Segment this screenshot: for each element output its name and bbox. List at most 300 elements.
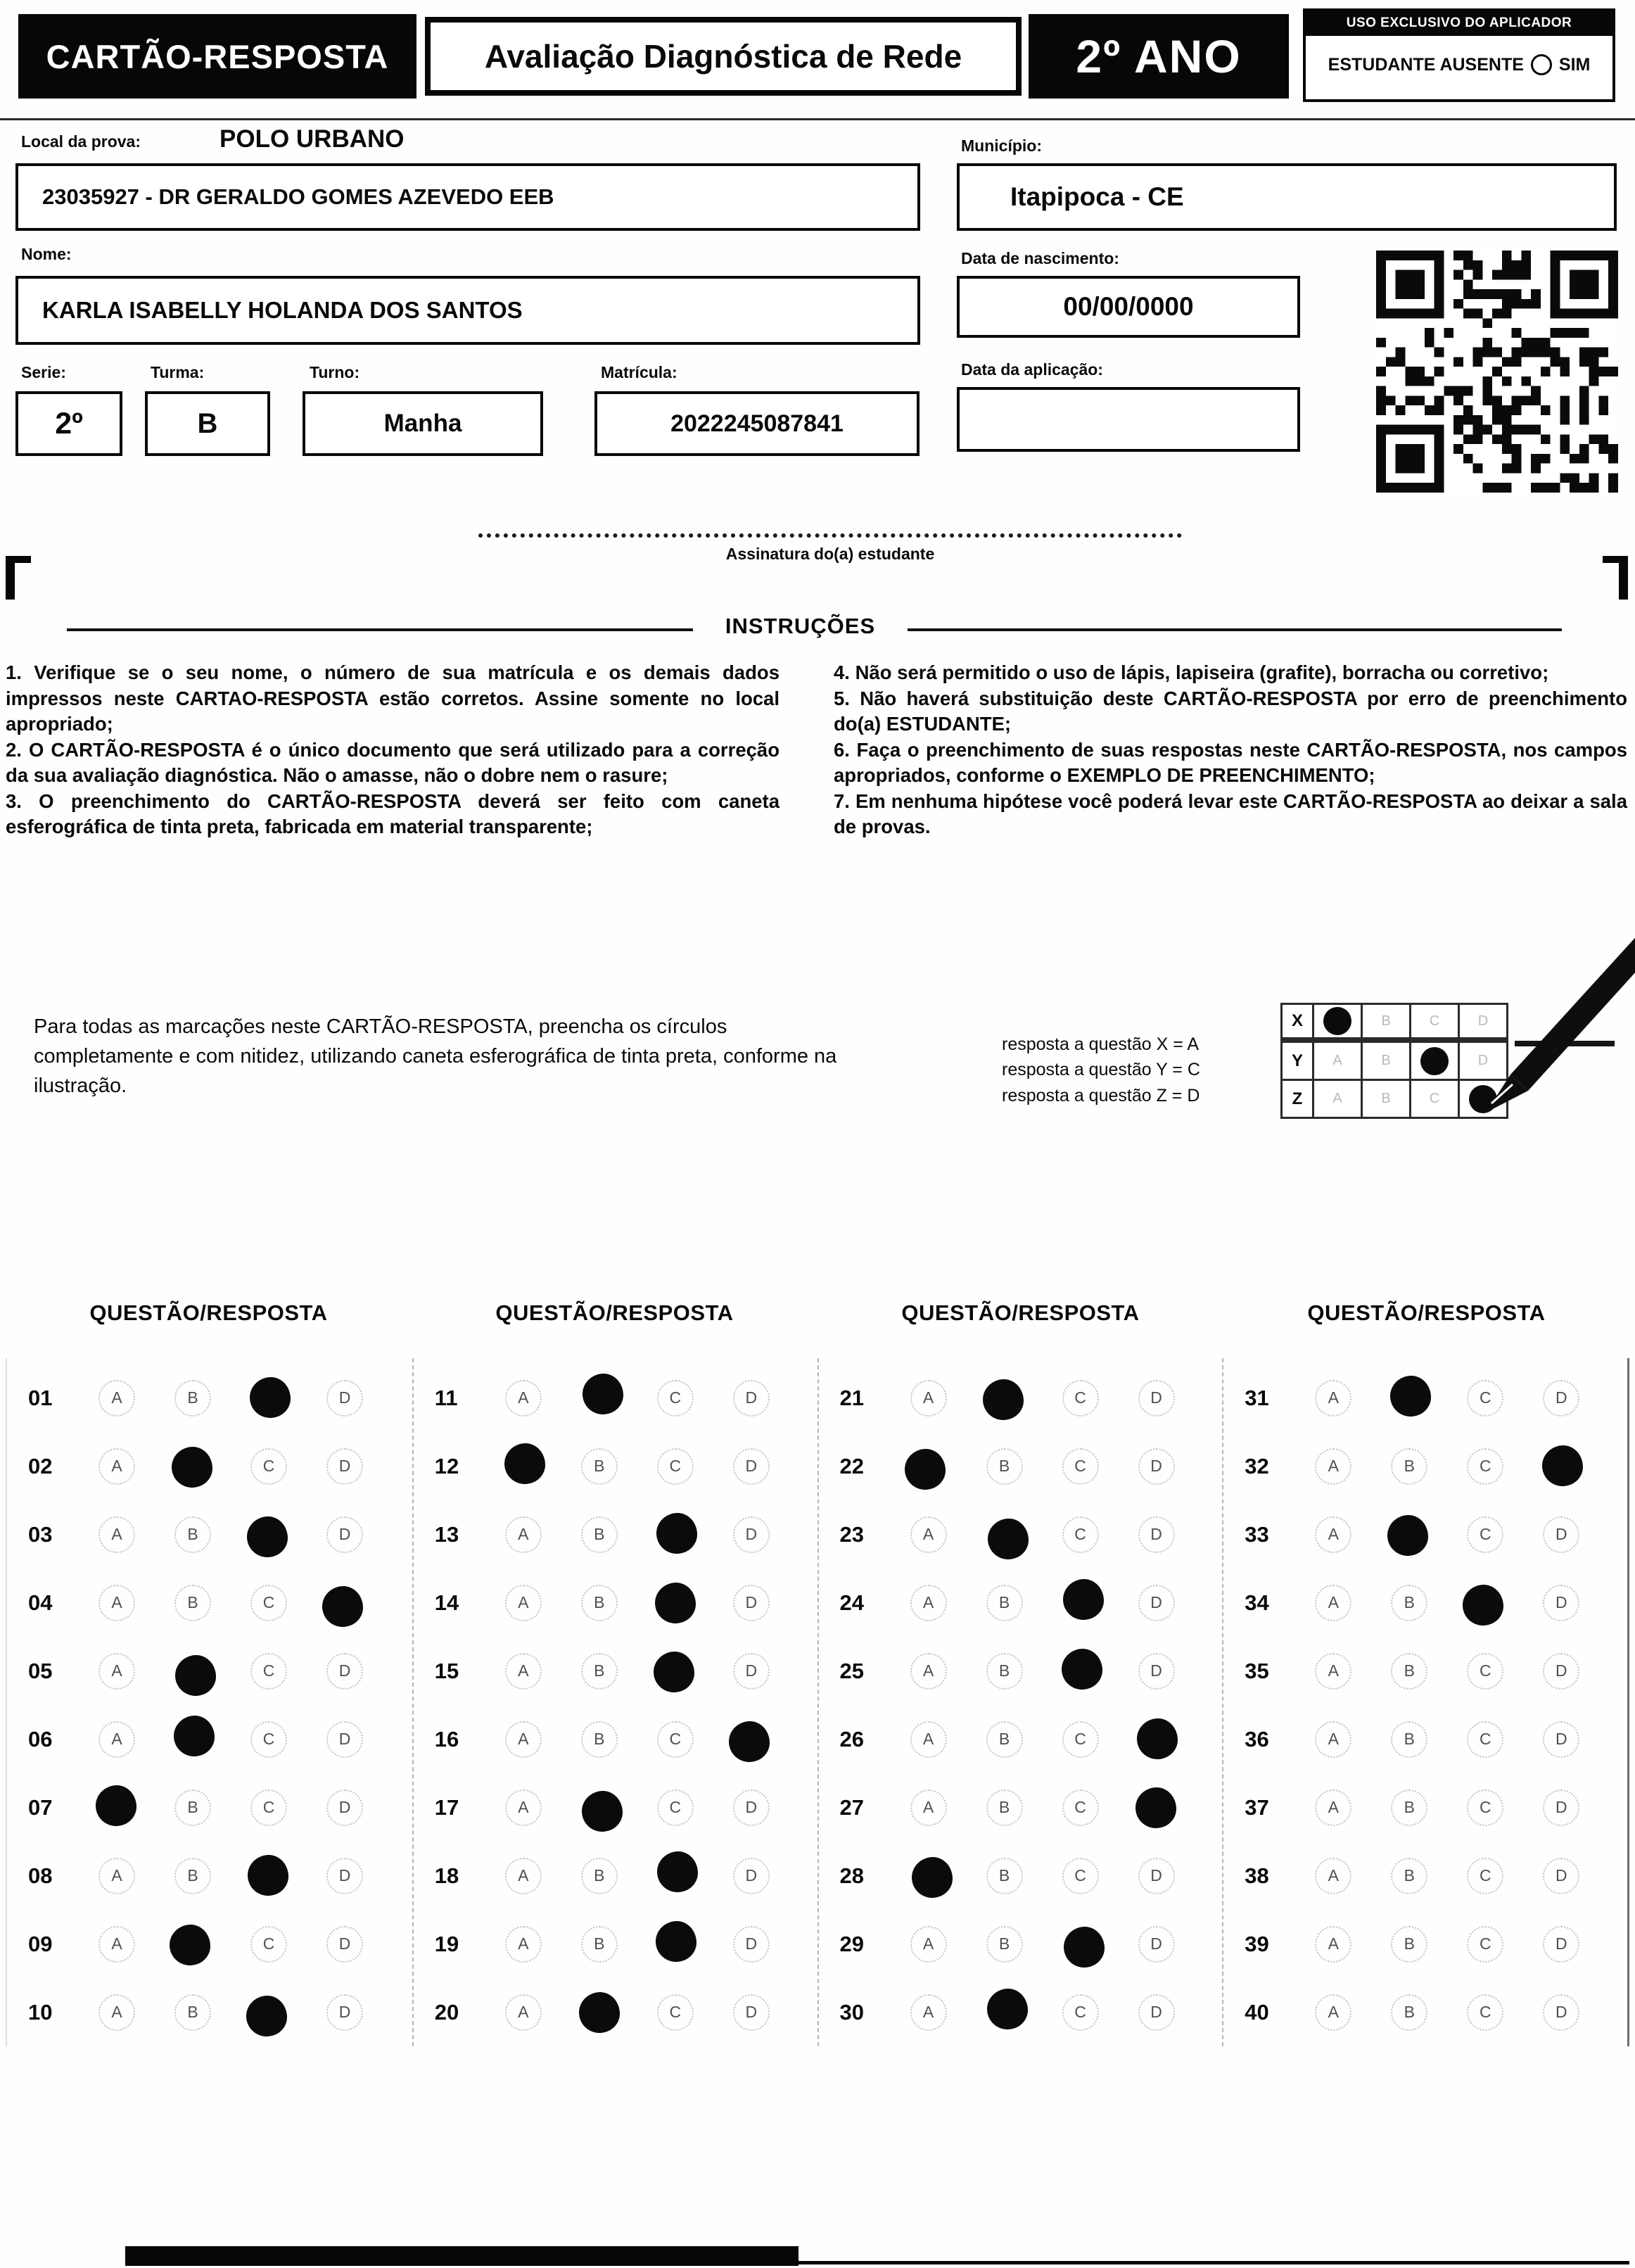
bubble-15-B[interactable]: B <box>581 1653 618 1690</box>
local-value: POLO URBANO <box>220 125 405 153</box>
bubble-cell-34-A <box>1295 1585 1371 1621</box>
bubble-03-C[interactable] <box>247 1516 288 1557</box>
bubble-27-B[interactable]: B <box>986 1789 1023 1826</box>
bubble-cell-16-A <box>485 1721 561 1758</box>
bubble-08-A[interactable]: A <box>98 1858 135 1894</box>
example-cell-Y-D: D <box>1458 1041 1508 1081</box>
question-row-39 <box>1223 1910 1627 1978</box>
bubble-32-D[interactable] <box>1542 1445 1583 1486</box>
absent-bubble[interactable] <box>1531 54 1552 75</box>
bubble-15-D[interactable]: D <box>733 1653 770 1690</box>
bubble-cell-17-D <box>713 1789 789 1826</box>
bubble-23-A[interactable]: A <box>910 1516 947 1553</box>
bubble-29-C[interactable] <box>1064 1927 1105 1968</box>
aplicacao-field <box>957 387 1300 452</box>
bubble-39-A[interactable]: A <box>1315 1926 1351 1963</box>
bubble-cell-27-C <box>1043 1789 1119 1826</box>
bubble-15-C[interactable] <box>654 1652 694 1692</box>
bubble-05-A[interactable]: A <box>98 1653 135 1690</box>
bubble-cell-17-C <box>637 1789 713 1826</box>
bubble-cell-26-B <box>967 1721 1043 1758</box>
bubble-cell-28-C <box>1043 1858 1119 1894</box>
bubble-cell-38-B <box>1371 1858 1447 1894</box>
bubble-cell-31-D <box>1523 1380 1599 1417</box>
bubble-18-B[interactable]: B <box>581 1858 618 1894</box>
turno-field: Manha <box>303 391 543 456</box>
example-cell-Z-D <box>1458 1079 1508 1119</box>
bubble-37-A[interactable]: A <box>1315 1789 1351 1826</box>
bubble-14-A[interactable]: A <box>505 1585 542 1621</box>
bubble-cell-28-B <box>967 1858 1043 1894</box>
column-header-3: QUESTÃO/RESPOSTA <box>901 1300 1140 1325</box>
bubble-23-C[interactable]: C <box>1062 1516 1099 1553</box>
bubble-34-A[interactable]: A <box>1315 1585 1351 1621</box>
bubble-14-B[interactable]: B <box>581 1585 618 1621</box>
bubble-13-D[interactable]: D <box>733 1516 770 1553</box>
bubble-26-C[interactable]: C <box>1062 1721 1099 1758</box>
bubble-08-C[interactable] <box>248 1855 288 1896</box>
example-cell-Y-B: B <box>1361 1041 1411 1081</box>
bubble-cell-26-A <box>891 1721 967 1758</box>
bubble-cell-21-C <box>1043 1380 1119 1417</box>
bubble-39-C[interactable]: C <box>1467 1926 1503 1963</box>
bubble-cell-10-D <box>307 1994 383 2031</box>
bubble-02-B[interactable] <box>172 1447 212 1488</box>
bubble-18-C[interactable] <box>657 1851 698 1892</box>
bubble-cell-11-C <box>637 1380 713 1417</box>
bubble-10-D[interactable]: D <box>326 1994 363 2031</box>
bubble-cell-19-B <box>561 1926 637 1963</box>
bubble-01-B[interactable]: B <box>174 1380 211 1417</box>
bubble-cell-02-C <box>231 1448 307 1485</box>
bubble-cell-21-B <box>967 1378 1043 1419</box>
question-row-14 <box>414 1569 818 1637</box>
bubble-19-B[interactable]: B <box>581 1926 618 1963</box>
bubble-27-C[interactable]: C <box>1062 1789 1099 1826</box>
bubble-cell-38-C <box>1447 1858 1523 1894</box>
aplicacao-label: Data da aplicação: <box>961 360 1103 379</box>
turma-field: B <box>145 391 270 456</box>
bubble-06-A[interactable]: A <box>98 1721 135 1758</box>
bubble-16-D[interactable] <box>729 1721 770 1762</box>
applicator-box <box>1303 8 1615 102</box>
question-row-40 <box>1223 1978 1627 2046</box>
bubble-cell-31-B <box>1371 1378 1447 1419</box>
bubble-38-C[interactable]: C <box>1467 1858 1503 1894</box>
bubble-11-A[interactable]: A <box>505 1380 542 1417</box>
bubble-33-B[interactable] <box>1387 1515 1428 1556</box>
bubble-35-C[interactable]: C <box>1467 1653 1503 1690</box>
bubble-10-B[interactable]: B <box>174 1994 211 2031</box>
bubble-cell-40-A <box>1295 1994 1371 2031</box>
question-row-28 <box>819 1842 1223 1910</box>
bubble-cell-12-A <box>485 1446 561 1487</box>
question-number-05: 05 <box>28 1658 53 1683</box>
bubble-22-C[interactable]: C <box>1062 1448 1099 1485</box>
local-label: Local da prova: <box>21 132 141 151</box>
bubble-35-A[interactable]: A <box>1315 1653 1351 1690</box>
bubble-26-B[interactable]: B <box>986 1721 1023 1758</box>
bubble-cell-10-B <box>155 1994 231 2031</box>
bubble-cell-03-C <box>231 1514 307 1555</box>
question-number-03: 03 <box>28 1521 53 1547</box>
bubble-12-C[interactable]: C <box>657 1448 694 1485</box>
bubble-31-A[interactable]: A <box>1315 1380 1351 1417</box>
question-row-11 <box>414 1364 818 1432</box>
example-cell-Z-C: C <box>1409 1079 1460 1119</box>
turma-label: Turma: <box>151 363 205 381</box>
instruction-item-2: 2. O CARTÃO-RESPOSTA é o único documento que será utilizado para a correção da sua avaliação diagnóstica. Não o amasse, não o dobre nem o rasure; <box>6 738 780 787</box>
bubble-cell-09-C <box>231 1926 307 1963</box>
bubble-23-D[interactable]: D <box>1138 1516 1175 1553</box>
bubble-cell-34-C <box>1447 1583 1523 1623</box>
question-number-39: 39 <box>1245 1931 1269 1956</box>
bubble-36-A[interactable]: A <box>1315 1721 1351 1758</box>
nome-label: Nome: <box>21 245 72 263</box>
bubble-32-C[interactable]: C <box>1467 1448 1503 1485</box>
bubble-02-A[interactable]: A <box>98 1448 135 1485</box>
example-cell-X-A <box>1312 1003 1363 1043</box>
question-number-14: 14 <box>434 1590 459 1615</box>
bubble-29-A[interactable]: A <box>910 1926 947 1963</box>
question-number-36: 36 <box>1245 1726 1269 1751</box>
bubble-08-D[interactable]: D <box>326 1858 363 1894</box>
bubble-24-B[interactable]: B <box>986 1585 1023 1621</box>
bubble-30-D[interactable]: D <box>1138 1994 1175 2031</box>
bubble-cell-29-A <box>891 1926 967 1963</box>
bubble-cell-15-B <box>561 1653 637 1690</box>
serie-field: 2º <box>15 391 122 456</box>
bubble-14-D[interactable]: D <box>733 1585 770 1621</box>
bubble-37-D[interactable]: D <box>1543 1789 1579 1826</box>
bubble-02-C[interactable]: C <box>250 1448 287 1485</box>
bubble-25-B[interactable]: B <box>986 1653 1023 1690</box>
bubble-cell-32-A <box>1295 1448 1371 1485</box>
bubble-36-D[interactable]: D <box>1543 1721 1579 1758</box>
question-number-24: 24 <box>839 1590 864 1615</box>
bubble-36-C[interactable]: C <box>1467 1721 1503 1758</box>
bubble-39-D[interactable]: D <box>1543 1926 1579 1963</box>
bubble-cell-19-A <box>485 1926 561 1963</box>
bubble-03-D[interactable]: D <box>326 1516 363 1553</box>
bubble-24-C[interactable] <box>1063 1579 1104 1620</box>
bubble-19-D[interactable]: D <box>733 1926 770 1963</box>
bubble-20-D[interactable]: D <box>733 1994 770 2031</box>
bubble-cell-20-C <box>637 1994 713 2031</box>
bubble-05-D[interactable]: D <box>326 1653 363 1690</box>
example-cell-X-B: B <box>1361 1003 1411 1043</box>
bubble-27-D[interactable] <box>1135 1787 1176 1828</box>
bubble-01-D[interactable]: D <box>326 1380 363 1417</box>
bubble-27-A[interactable]: A <box>910 1789 947 1826</box>
bubble-21-D[interactable]: D <box>1138 1380 1175 1417</box>
bubble-29-D[interactable]: D <box>1138 1926 1175 1963</box>
question-number-10: 10 <box>28 1999 53 2025</box>
bubble-20-B[interactable] <box>579 1992 620 2033</box>
bubble-40-D[interactable]: D <box>1543 1994 1579 2031</box>
question-number-37: 37 <box>1245 1794 1269 1820</box>
bubble-cell-07-B <box>155 1789 231 1826</box>
bubble-06-D[interactable]: D <box>326 1721 363 1758</box>
bubble-08-B[interactable]: B <box>174 1858 211 1894</box>
bubble-39-B[interactable]: B <box>1391 1926 1427 1963</box>
bubble-cell-18-B <box>561 1858 637 1894</box>
bubble-01-C[interactable] <box>250 1377 291 1418</box>
bubble-40-C[interactable]: C <box>1467 1994 1503 2031</box>
bubble-07-A[interactable] <box>96 1785 136 1826</box>
bubble-31-C[interactable]: C <box>1467 1380 1503 1417</box>
signature-line <box>478 533 1182 538</box>
bubble-11-C[interactable]: C <box>657 1380 694 1417</box>
bubble-35-D[interactable]: D <box>1543 1653 1579 1690</box>
instruction-item-6: 6. Faça o preenchimento de suas respostas neste CARTÃO-RESPOSTA, nos campos apropriados, conforme o EXEMPLO DE PREENCHIMENTO; <box>834 738 1627 787</box>
bubble-22-A[interactable] <box>905 1449 946 1490</box>
qr-code <box>1376 251 1618 493</box>
bubble-cell-15-C <box>637 1651 713 1692</box>
example-legend-z: resposta a questão Z = D <box>1002 1085 1200 1106</box>
bubble-cell-32-D <box>1523 1446 1599 1487</box>
question-number-35: 35 <box>1245 1658 1269 1683</box>
bubble-18-A[interactable]: A <box>505 1858 542 1894</box>
bubble-cell-02-D <box>307 1448 383 1485</box>
bubble-cell-20-D <box>713 1994 789 2031</box>
bubble-04-C[interactable]: C <box>250 1585 287 1621</box>
bubble-35-B[interactable]: B <box>1391 1653 1427 1690</box>
bubble-28-A[interactable] <box>912 1857 953 1898</box>
bubble-10-C[interactable] <box>246 1996 287 2036</box>
bubble-cell-25-D <box>1119 1653 1195 1690</box>
bubble-16-A[interactable]: A <box>505 1721 542 1758</box>
bubble-cell-22-B <box>967 1448 1043 1485</box>
bubble-23-B[interactable] <box>988 1519 1029 1559</box>
bubble-09-C[interactable]: C <box>250 1926 287 1963</box>
bubble-34-D[interactable]: D <box>1543 1585 1579 1621</box>
bubble-24-A[interactable]: A <box>910 1585 947 1621</box>
bubble-cell-23-C <box>1043 1516 1119 1553</box>
bubble-cell-22-A <box>891 1446 967 1487</box>
bubble-cell-30-A <box>891 1994 967 2031</box>
question-row-21 <box>819 1364 1223 1432</box>
bubble-cell-17-B <box>561 1787 637 1828</box>
question-row-15 <box>414 1637 818 1705</box>
bubble-cell-04-B <box>155 1585 231 1621</box>
bubble-26-D[interactable] <box>1137 1718 1178 1759</box>
bubble-06-B[interactable] <box>174 1716 215 1756</box>
bubble-18-D[interactable]: D <box>733 1858 770 1894</box>
bubble-03-A[interactable]: A <box>98 1516 135 1553</box>
bubble-28-B[interactable]: B <box>986 1858 1023 1894</box>
bubble-14-C[interactable] <box>655 1583 696 1623</box>
instructions-title: INSTRUÇÕES <box>725 614 876 638</box>
column-header-4: QUESTÃO/RESPOSTA <box>1307 1300 1546 1325</box>
bubble-cell-33-B <box>1371 1514 1447 1555</box>
bubble-cell-40-C <box>1447 1994 1523 2031</box>
bubble-05-B[interactable] <box>175 1655 216 1696</box>
bubble-20-A[interactable]: A <box>505 1994 542 2031</box>
bubble-33-A[interactable]: A <box>1315 1516 1351 1553</box>
bubble-cell-10-A <box>79 1994 155 2031</box>
bubble-37-C[interactable]: C <box>1467 1789 1503 1826</box>
bubble-cell-32-B <box>1371 1448 1447 1485</box>
bubble-40-A[interactable]: A <box>1315 1994 1351 2031</box>
bubble-cell-13-C <box>637 1514 713 1555</box>
question-row-09 <box>7 1910 412 1978</box>
bubble-cell-18-D <box>713 1858 789 1894</box>
question-row-38 <box>1223 1842 1627 1910</box>
bubble-04-B[interactable]: B <box>174 1585 211 1621</box>
bubble-cell-02-A <box>79 1448 155 1485</box>
bubble-09-B[interactable] <box>170 1925 210 1965</box>
example-legend-x: resposta a questão X = A <box>1002 1034 1200 1054</box>
bubble-19-C[interactable] <box>656 1921 696 1962</box>
bubble-cell-35-A <box>1295 1653 1371 1690</box>
bubble-33-D[interactable]: D <box>1543 1516 1579 1553</box>
bubble-cell-06-A <box>79 1721 155 1758</box>
bubble-cell-35-C <box>1447 1653 1523 1690</box>
bubble-cell-39-C <box>1447 1926 1523 1963</box>
applicator-bar-label: USO EXCLUSIVO DO APLICADOR <box>1306 11 1612 36</box>
question-number-21: 21 <box>839 1385 864 1410</box>
bubble-25-D[interactable]: D <box>1138 1653 1175 1690</box>
bubble-36-B[interactable]: B <box>1391 1721 1427 1758</box>
bubble-33-C[interactable]: C <box>1467 1516 1503 1553</box>
bubble-cell-30-D <box>1119 1994 1195 2031</box>
bubble-20-C[interactable]: C <box>657 1994 694 2031</box>
bubble-28-D[interactable]: D <box>1138 1858 1175 1894</box>
bubble-cell-05-C <box>231 1653 307 1690</box>
bubble-cell-34-B <box>1371 1585 1447 1621</box>
example-cell-Z-A: A <box>1312 1079 1363 1119</box>
bubble-22-D[interactable]: D <box>1138 1448 1175 1485</box>
bubble-15-A[interactable]: A <box>505 1653 542 1690</box>
bubble-09-D[interactable]: D <box>326 1926 363 1963</box>
bubble-38-B[interactable]: B <box>1391 1858 1427 1894</box>
bubble-cell-03-A <box>79 1516 155 1553</box>
bubble-29-B[interactable]: B <box>986 1926 1023 1963</box>
bubble-10-A[interactable]: A <box>98 1994 135 2031</box>
bubble-17-A[interactable]: A <box>505 1789 542 1826</box>
bubble-cell-39-A <box>1295 1926 1371 1963</box>
bubble-17-B[interactable] <box>582 1791 623 1832</box>
bubble-38-D[interactable]: D <box>1543 1858 1579 1894</box>
bubble-cell-28-D <box>1119 1858 1195 1894</box>
example-row-label-Y: Y <box>1280 1041 1314 1081</box>
turno-label: Turno: <box>310 363 360 381</box>
question-row-25 <box>819 1637 1223 1705</box>
bubble-cell-13-A <box>485 1516 561 1553</box>
bubble-21-B[interactable] <box>983 1379 1024 1420</box>
bubble-30-B[interactable] <box>987 1989 1028 2029</box>
bubble-cell-05-B <box>155 1651 231 1692</box>
bubble-cell-26-D <box>1119 1719 1195 1760</box>
bubble-17-C[interactable]: C <box>657 1789 694 1826</box>
example-cell-Y-A: A <box>1312 1041 1363 1081</box>
example-cell-X-D: D <box>1458 1003 1508 1043</box>
instructions-right-column <box>834 660 1627 840</box>
bubble-cell-23-D <box>1119 1516 1195 1553</box>
bubble-30-C[interactable]: C <box>1062 1994 1099 2031</box>
bubble-cell-09-B <box>155 1924 231 1965</box>
bubble-07-B[interactable]: B <box>174 1789 211 1826</box>
bubble-34-C[interactable] <box>1463 1585 1503 1626</box>
bubble-19-A[interactable]: A <box>505 1926 542 1963</box>
bubble-21-C[interactable]: C <box>1062 1380 1099 1417</box>
bubble-40-B[interactable]: B <box>1391 1994 1427 2031</box>
bubble-37-B[interactable]: B <box>1391 1789 1427 1826</box>
bubble-12-D[interactable]: D <box>733 1448 770 1485</box>
bubble-07-D[interactable]: D <box>326 1789 363 1826</box>
bubble-cell-25-A <box>891 1653 967 1690</box>
nascimento-field: 00/00/0000 <box>957 276 1300 338</box>
registration-mark-right <box>1603 556 1628 600</box>
bubble-13-B[interactable]: B <box>581 1516 618 1553</box>
question-number-23: 23 <box>839 1521 864 1547</box>
question-row-30 <box>819 1978 1223 2046</box>
question-number-27: 27 <box>839 1794 864 1820</box>
question-number-13: 13 <box>434 1521 459 1547</box>
bubble-25-A[interactable]: A <box>910 1653 947 1690</box>
bubble-30-A[interactable]: A <box>910 1994 947 2031</box>
question-row-01 <box>7 1364 412 1432</box>
bubble-cell-16-D <box>713 1719 789 1760</box>
bubble-26-A[interactable]: A <box>910 1721 947 1758</box>
bubble-04-A[interactable]: A <box>98 1585 135 1621</box>
bubble-16-B[interactable]: B <box>581 1721 618 1758</box>
bubble-12-B[interactable]: B <box>581 1448 618 1485</box>
instructions-rule-right <box>908 628 1562 631</box>
bubble-38-A[interactable]: A <box>1315 1858 1351 1894</box>
instructions-left-column <box>6 660 780 840</box>
bubble-01-A[interactable]: A <box>98 1380 135 1417</box>
bubble-cell-30-B <box>967 1992 1043 2033</box>
bubble-31-D[interactable]: D <box>1543 1380 1579 1417</box>
bubble-06-C[interactable]: C <box>250 1721 287 1758</box>
bubble-cell-17-A <box>485 1789 561 1826</box>
bubble-13-A[interactable]: A <box>505 1516 542 1553</box>
bubble-09-A[interactable]: A <box>98 1926 135 1963</box>
bubble-34-B[interactable]: B <box>1391 1585 1427 1621</box>
bubble-21-A[interactable]: A <box>910 1380 947 1417</box>
bubble-24-D[interactable]: D <box>1138 1585 1175 1621</box>
bubble-32-B[interactable]: B <box>1391 1448 1427 1485</box>
bubble-16-C[interactable]: C <box>657 1721 694 1758</box>
bubble-cell-35-D <box>1523 1653 1599 1690</box>
bubble-28-C[interactable]: C <box>1062 1858 1099 1894</box>
question-number-12: 12 <box>434 1453 459 1478</box>
bubble-25-C[interactable] <box>1062 1649 1102 1690</box>
bubble-22-B[interactable]: B <box>986 1448 1023 1485</box>
bubble-13-C[interactable] <box>656 1513 697 1554</box>
bubble-07-C[interactable]: C <box>250 1789 287 1826</box>
bubble-05-C[interactable]: C <box>250 1653 287 1690</box>
question-number-06: 06 <box>28 1726 53 1751</box>
example-cell-Z-B: B <box>1361 1079 1411 1119</box>
bubble-32-A[interactable]: A <box>1315 1448 1351 1485</box>
bubble-17-D[interactable]: D <box>733 1789 770 1826</box>
instruction-item-7: 7. Em nenhuma hipótese você poderá levar este CARTÃO-RESPOSTA ao deixar a sala de provas. <box>834 790 1627 838</box>
bubble-31-B[interactable] <box>1390 1376 1431 1417</box>
example-row-Z <box>1280 1079 1508 1119</box>
bubble-03-B[interactable]: B <box>174 1516 211 1553</box>
question-number-30: 30 <box>839 1999 864 2025</box>
bubble-cell-11-D <box>713 1380 789 1417</box>
bubble-12-A[interactable] <box>504 1443 545 1484</box>
question-row-24 <box>819 1569 1223 1637</box>
bubble-11-B[interactable] <box>583 1374 623 1414</box>
bubble-02-D[interactable]: D <box>326 1448 363 1485</box>
bubble-11-D[interactable]: D <box>733 1380 770 1417</box>
bubble-04-D[interactable] <box>322 1586 363 1627</box>
